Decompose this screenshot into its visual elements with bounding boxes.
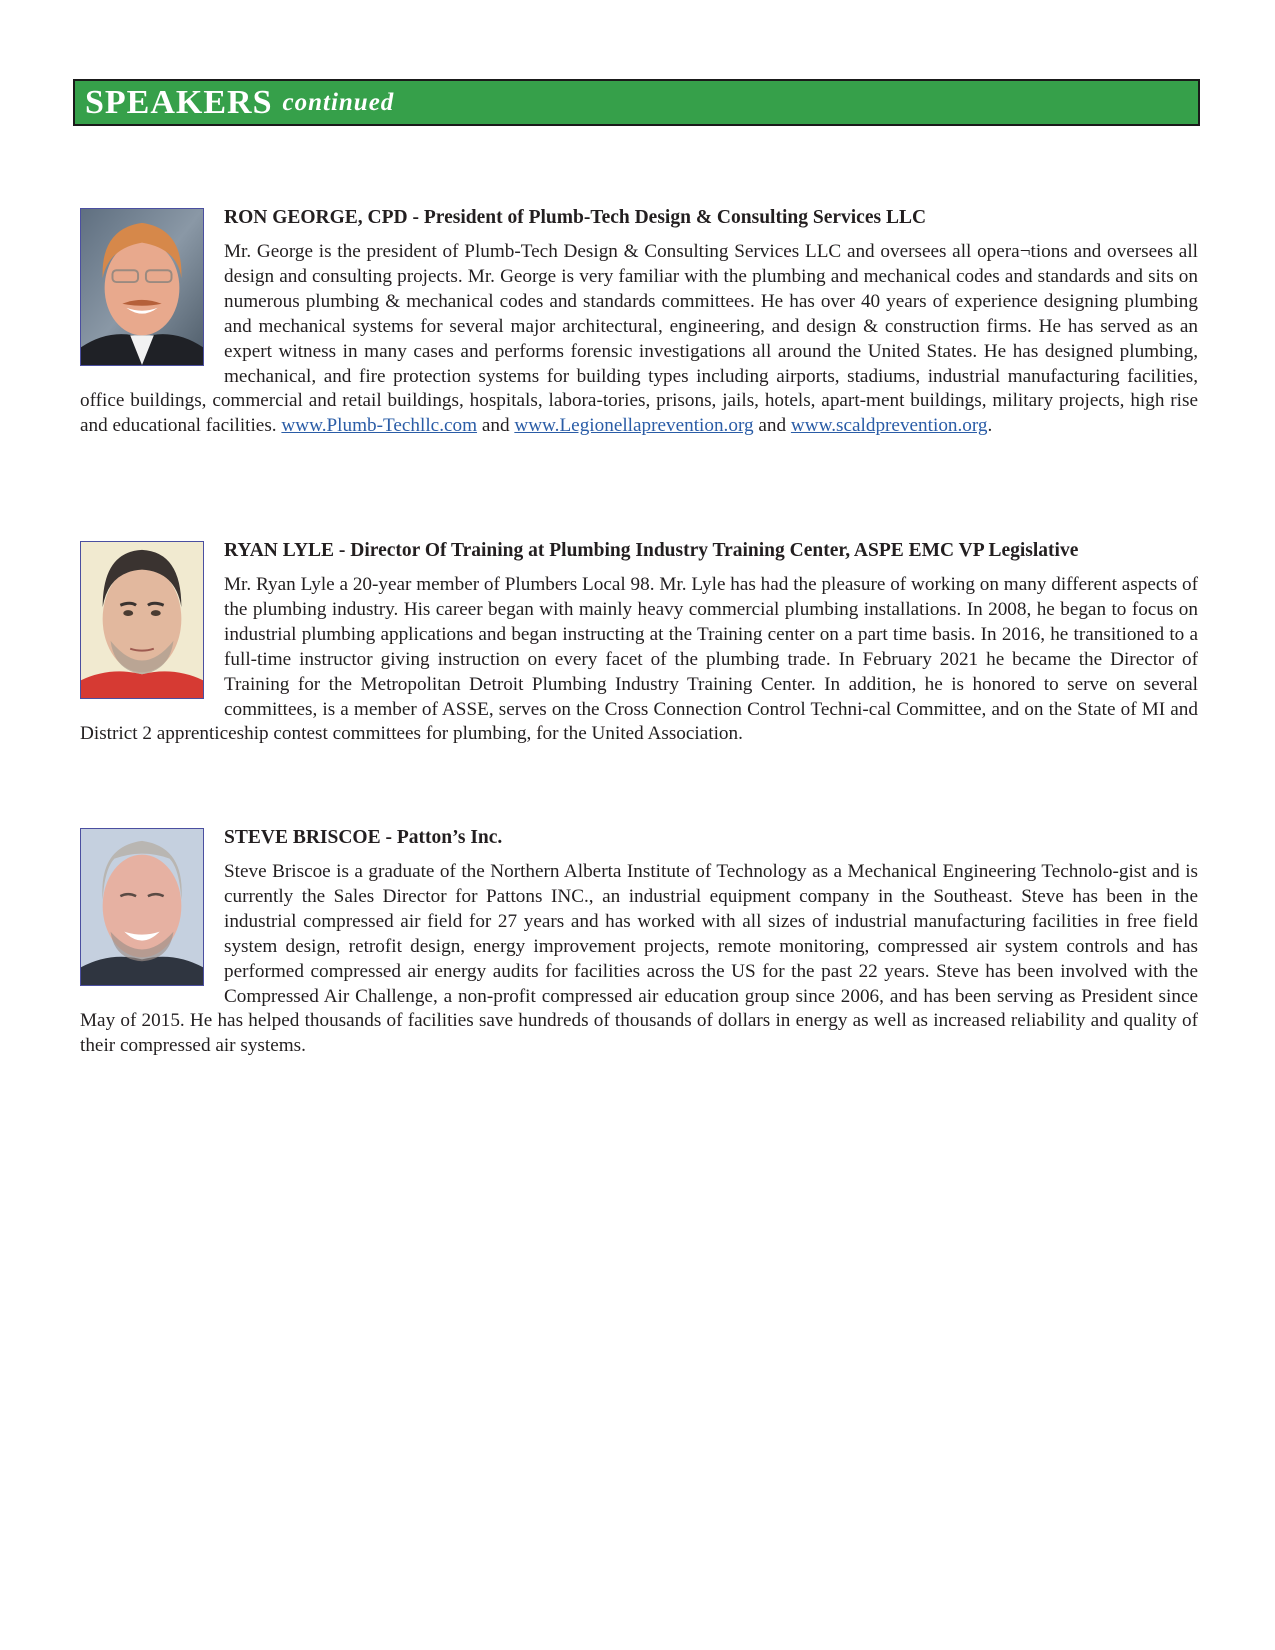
speaker-bio: Steve Briscoe is a graduate of the Northern Alberta Institute of Technology as a Mechanical Engineering Technolo-gist and is currently the Sales Director for Pattons INC., an industrial equipment company in the Southeast. Steve has been in the industrial compressed air field for 27 years and has worked with all sizes of industrial manufacturing facilities in free field system design, retrofit design, energy improvement projects, remote monitoring, compressed air system controls and has performed compressed air energy audits for facilities across the US for the past 22 years. Steve has been involved with the Compressed Air Challenge, a non-profit compressed air education group since 2006, and has been serving as President since May of 2015. He has helped thousands of facilities save hundreds of thousands of dollars in energy as well as increased reliability and quality of their compressed air systems. — [80, 861, 1198, 1057]
speaker-entry-ron-george — [80, 206, 1198, 439]
section-header-bar — [73, 79, 1200, 126]
speaker-photo — [80, 828, 204, 986]
portrait-image — [81, 829, 203, 985]
speaker-name: STEVE BRISCOE — [224, 827, 381, 848]
link-plumb-tech[interactable]: www.Plumb-Techllc.com — [281, 415, 478, 437]
speaker-role: President of Plumb-Tech Design & Consulting Services LLC — [423, 207, 927, 228]
section-title: SPEAKERS — [85, 83, 273, 121]
speaker-photo — [80, 541, 204, 699]
speaker-role: Director Of Training at Plumbing Industry Training Center, ASPE EMC VP Legislative — [350, 540, 1079, 561]
speaker-entry-steve-briscoe — [80, 826, 1198, 1059]
heading-separator: - — [380, 827, 397, 848]
speaker-photo — [80, 208, 204, 366]
speaker-name: RYAN LYLE — [224, 540, 335, 561]
heading-separator: - — [407, 207, 424, 228]
portrait-image — [81, 209, 203, 365]
bio-end: . — [987, 415, 993, 437]
bio-text: Mr. George is the president of Plumb-Tech Design & Consulting Services LLC and oversees all opera¬tions and oversees all design and consulting projects. Mr. George is very familiar with the plumbing and mechanical codes and standards and sits on numerous plumbing & mechanical codes and standards committees. He has over 40 years of experience designing plumbing and mechanical systems for several major architectural, engineering, and design & construction firms. He has served as an expert witness in many cases and performs forensic investigations all around the United States. He has designed plumbing, mechanical, and fire protection systems for building types including airports, stadiums, industrial manufacturing facilities, office buildings, commercial and retail buildings, hospitals, labora-tories, prisons, jails, hotels, apart-ment buildings, military projects, high rise and educational facilities. — [80, 241, 1198, 437]
speaker-name: RON GEORGE, CPD — [224, 207, 408, 228]
link-joiner: and — [753, 415, 791, 437]
link-joiner: and — [477, 415, 515, 437]
speaker-heading — [80, 539, 1198, 563]
speaker-entry-ryan-lyle — [80, 539, 1198, 747]
link-scald-prevention[interactable]: www.scaldprevention.org — [790, 415, 988, 437]
section-subtitle: continued — [282, 89, 395, 116]
heading-separator: - — [334, 540, 351, 561]
speaker-heading — [80, 206, 1198, 230]
portrait-image — [81, 542, 203, 698]
speaker-heading — [80, 826, 1198, 850]
speaker-role: Patton’s Inc. — [396, 827, 503, 848]
link-legionella-prevention[interactable]: www.Legionellaprevention.org — [514, 415, 754, 437]
speaker-bio: Mr. Ryan Lyle a 20-year member of Plumbers Local 98. Mr. Lyle has had the pleasure of working on many different aspects of the plumbing industry. His career began with mainly heavy commercial plumbing installations. In 2008, he began to focus on industrial plumbing applications and began instructing at the Training center on a part time basis. In 2016, he transitioned to a full-time instructor giving instruction on every facet of the plumbing trade. In February 2021 he became the Director of Training for the Metropolitan Detroit Plumbing Industry Training Center. In addition, he is honored to serve on several committees, is a member of ASSE, serves on the Cross Connection Control Techni-cal Committee, and on the State of MI and District 2 apprenticeship contest committees for plumbing, for the United Association. — [80, 574, 1198, 745]
speaker-bio — [80, 240, 1198, 439]
